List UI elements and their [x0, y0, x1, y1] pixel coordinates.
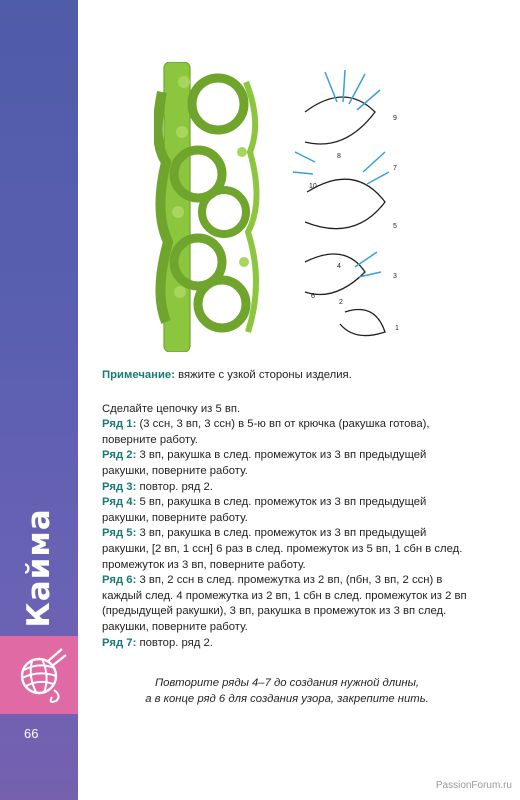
row-number-2: 2: [339, 299, 343, 306]
row-1: [102, 417, 472, 448]
row-text: 3 вп, ракушка в след. промежуток из 3 вп предыдущей ракушки, [2 вп, 1 ссн] 6 раз в след. промежуток из 5 вп, 1 сбн в след. промежуток из 3 вп, поверните работу.: [102, 527, 463, 571]
row-label: Ряд 1:: [102, 418, 137, 431]
row-text: 3 вп, 2 ссн в след. промежутка из 2 вп, (пбн, 3 вп, 2 ссн) в каждый след. 4 промежутка из 2 вп, 1 сбн в след. промежуток из 2 вп (предыдущей ракушки), 3 вп, ракушка в промежуток из 3 вп след. ракушки, поверните работу.: [102, 574, 467, 633]
row-5: [102, 526, 472, 573]
yarn-badge: [0, 636, 78, 714]
row-label: Ряд 4:: [102, 496, 137, 509]
row-number-3: 3: [393, 273, 397, 280]
row-text: 3 вп, ракушка в след. промежуток из 3 вп предыдущей ракушки, поверните работу.: [102, 449, 427, 477]
footer-line-2: а в конце ряд 6 для создания узора, закрепите нить.: [145, 692, 429, 705]
sidebar: [0, 0, 78, 800]
row-label: Ряд 2:: [102, 449, 137, 462]
row-number-9: 9: [393, 115, 397, 122]
row-text: 5 вп, ракушка в след. промежуток из 3 вп предыдущей ракушки, поверните работу.: [102, 496, 427, 524]
row-label: Ряд 5:: [102, 527, 137, 540]
footer-note: [102, 676, 472, 707]
intro-text: Сделайте цепочку из 5 вп.: [102, 402, 241, 415]
row-number-4: 4: [337, 263, 341, 270]
note: [102, 368, 472, 384]
instructions-block: [102, 368, 472, 651]
row-text: повтор. ряд 2.: [136, 480, 213, 493]
note-text: вяжите с узкой стороны изделия.: [174, 369, 352, 381]
yarn-ball-icon: [12, 646, 68, 704]
row-number-5: 5: [393, 223, 397, 230]
row-2: [102, 448, 472, 479]
row-3: [102, 480, 472, 496]
row-number-1: 1: [395, 325, 399, 332]
row-4: [102, 495, 472, 526]
row-6: [102, 573, 472, 635]
row-7: [102, 636, 472, 652]
section-title: Кайма: [21, 508, 57, 628]
row-number-6: 6: [311, 293, 315, 300]
row-label: Ряд 3:: [102, 480, 137, 493]
row-label: Ряд 6:: [102, 574, 137, 587]
row-label: Ряд 7:: [102, 636, 137, 649]
row-number-8: 8: [337, 153, 341, 160]
crochet-chart: [285, 62, 405, 342]
row-number-10: 10: [309, 183, 317, 190]
watermark: PassionForum.ru: [435, 780, 512, 791]
page-number: 66: [24, 726, 39, 741]
row-text: повтор. ряд 2.: [136, 636, 213, 649]
footer-line-1: Повторите ряды 4–7 до создания нужной длины,: [154, 677, 420, 689]
lace-edging-photo: [154, 62, 274, 352]
row-text: (3 ссн, 3 вп, 3 ссн) в 5-ю вп от крючка (ракушка готова), поверните работу.: [102, 418, 430, 446]
note-label: Примечание:: [102, 369, 175, 381]
row-number-7: 7: [393, 165, 397, 172]
